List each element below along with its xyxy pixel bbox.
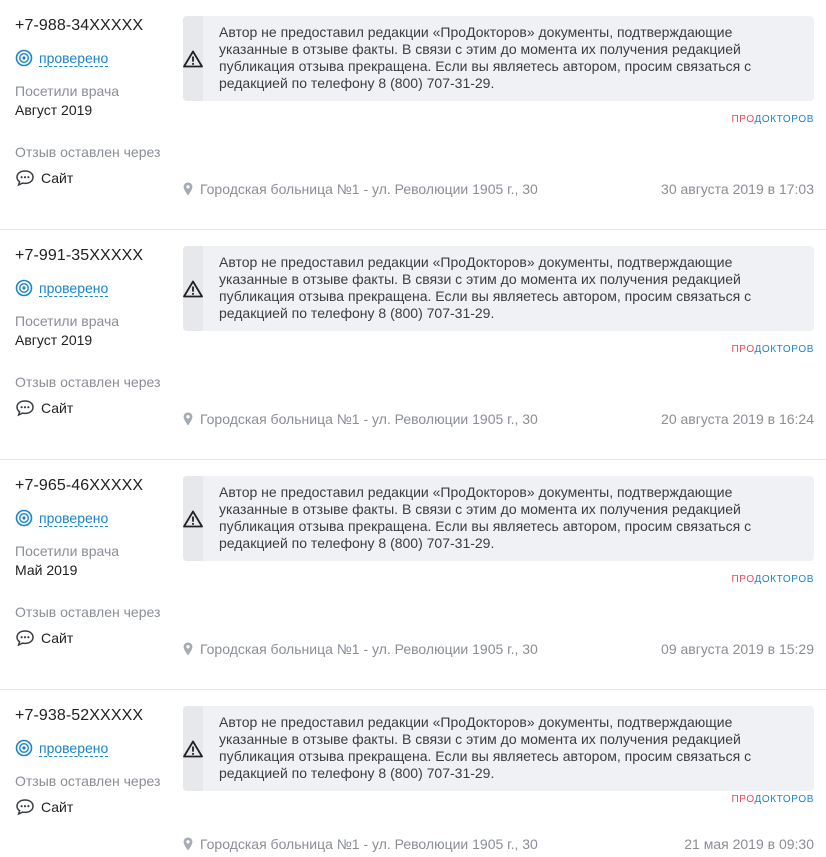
moderation-notice	[183, 476, 814, 561]
verified-row	[15, 510, 180, 526]
clinic-address	[183, 836, 538, 852]
verified-link[interactable]: проверено	[39, 739, 109, 756]
location-pin-icon	[183, 182, 193, 196]
chat-icon	[15, 629, 35, 647]
verified-icon	[15, 49, 33, 67]
via-label: Отзыв оставлен через	[15, 144, 161, 160]
review-card	[0, 0, 826, 230]
warning-cell	[183, 16, 203, 101]
warning-cell	[183, 246, 203, 331]
via-row	[15, 169, 180, 187]
clinic-address	[183, 411, 538, 427]
review-date: 21 мая 2019 в 09:30	[684, 836, 814, 852]
author-phone: +7-988-34XXXXX	[15, 17, 144, 34]
verified-icon	[15, 279, 33, 297]
via-label: Отзыв оставлен через	[15, 604, 161, 620]
visit-value: Май 2019	[15, 562, 78, 578]
review-card	[0, 460, 826, 690]
review-footer	[183, 835, 814, 853]
author-phone: +7-938-52XXXXX	[15, 707, 144, 724]
via-value: Сайт	[41, 630, 74, 646]
via-row	[15, 798, 180, 816]
warning-icon	[183, 510, 203, 528]
author-phone: +7-991-35XXXXX	[15, 247, 144, 264]
chat-icon	[15, 169, 35, 187]
chat-icon	[15, 399, 35, 417]
moderation-notice	[183, 246, 814, 331]
address-text: Городская больница №1 - ул. Революции 1905 г., 30	[200, 181, 538, 197]
prodoktorov-logo: ПРОДОКТОРОВ	[731, 794, 814, 805]
prodoktorov-logo: ПРОДОКТОРОВ	[731, 344, 814, 355]
verified-icon	[15, 739, 33, 757]
visit-value: Август 2019	[15, 102, 93, 118]
review-footer	[183, 180, 814, 198]
verified-link[interactable]: проверено	[39, 49, 109, 66]
verified-row	[15, 50, 180, 66]
prodoktorov-logo: ПРОДОКТОРОВ	[731, 574, 814, 585]
clinic-address	[183, 181, 538, 197]
notice-text: Автор не предоставил редакции «ПроДокторов» документы, подтверждающие указанные в отзыве факты. В связи с этим до момента их получения редакцией публикация отзыва прекращена. Если вы являетесь автором, просим связаться с редакцией по телефону 8 (800) 707-31-29.	[219, 24, 752, 91]
chat-icon	[15, 798, 35, 816]
verified-row	[15, 740, 180, 756]
warning-cell	[183, 706, 203, 791]
review-author-column	[15, 706, 180, 816]
verified-link[interactable]: проверено	[39, 509, 109, 526]
location-pin-icon	[183, 642, 193, 656]
review-card	[0, 690, 826, 857]
author-phone: +7-965-46XXXXX	[15, 477, 144, 494]
via-row	[15, 629, 180, 647]
address-text: Городская больница №1 - ул. Революции 1905 г., 30	[200, 411, 538, 427]
address-text: Городская больница №1 - ул. Революции 1905 г., 30	[200, 836, 538, 852]
moderation-notice	[183, 706, 814, 791]
review-author-column	[15, 246, 180, 417]
via-label: Отзыв оставлен через	[15, 773, 161, 789]
review-author-column	[15, 476, 180, 647]
verified-icon	[15, 509, 33, 527]
review-card	[0, 230, 826, 460]
warning-icon	[183, 740, 203, 758]
verified-link[interactable]: проверено	[39, 279, 109, 296]
location-pin-icon	[183, 412, 193, 426]
via-label: Отзыв оставлен через	[15, 374, 161, 390]
review-author-column	[15, 16, 180, 187]
visit-label: Посетили врача	[15, 313, 120, 329]
moderation-notice	[183, 16, 814, 101]
visit-label: Посетили врача	[15, 83, 120, 99]
visit-value: Август 2019	[15, 332, 93, 348]
notice-text: Автор не предоставил редакции «ПроДокторов» документы, подтверждающие указанные в отзыве факты. В связи с этим до момента их получения редакцией публикация отзыва прекращена. Если вы являетесь автором, просим связаться с редакцией по телефону 8 (800) 707-31-29.	[219, 484, 752, 551]
via-value: Сайт	[41, 799, 74, 815]
notice-text: Автор не предоставил редакции «ПроДокторов» документы, подтверждающие указанные в отзыве факты. В связи с этим до момента их получения редакцией публикация отзыва прекращена. Если вы являетесь автором, просим связаться с редакцией по телефону 8 (800) 707-31-29.	[219, 254, 752, 321]
warning-icon	[183, 50, 203, 68]
review-date: 20 августа 2019 в 16:24	[661, 411, 814, 427]
clinic-address	[183, 641, 538, 657]
location-pin-icon	[183, 837, 193, 851]
warning-cell	[183, 476, 203, 561]
via-row	[15, 399, 180, 417]
visit-label: Посетили врача	[15, 543, 120, 559]
notice-text: Автор не предоставил редакции «ПроДокторов» документы, подтверждающие указанные в отзыве факты. В связи с этим до момента их получения редакцией публикация отзыва прекращена. Если вы являетесь автором, просим связаться с редакцией по телефону 8 (800) 707-31-29.	[219, 714, 752, 781]
via-value: Сайт	[41, 400, 74, 416]
review-footer	[183, 410, 814, 428]
prodoktorov-logo: ПРОДОКТОРОВ	[731, 114, 814, 125]
warning-icon	[183, 280, 203, 298]
review-footer	[183, 640, 814, 658]
address-text: Городская больница №1 - ул. Революции 1905 г., 30	[200, 641, 538, 657]
verified-row	[15, 280, 180, 296]
via-value: Сайт	[41, 170, 74, 186]
review-date: 30 августа 2019 в 17:03	[661, 181, 814, 197]
review-date: 09 августа 2019 в 15:29	[661, 641, 814, 657]
